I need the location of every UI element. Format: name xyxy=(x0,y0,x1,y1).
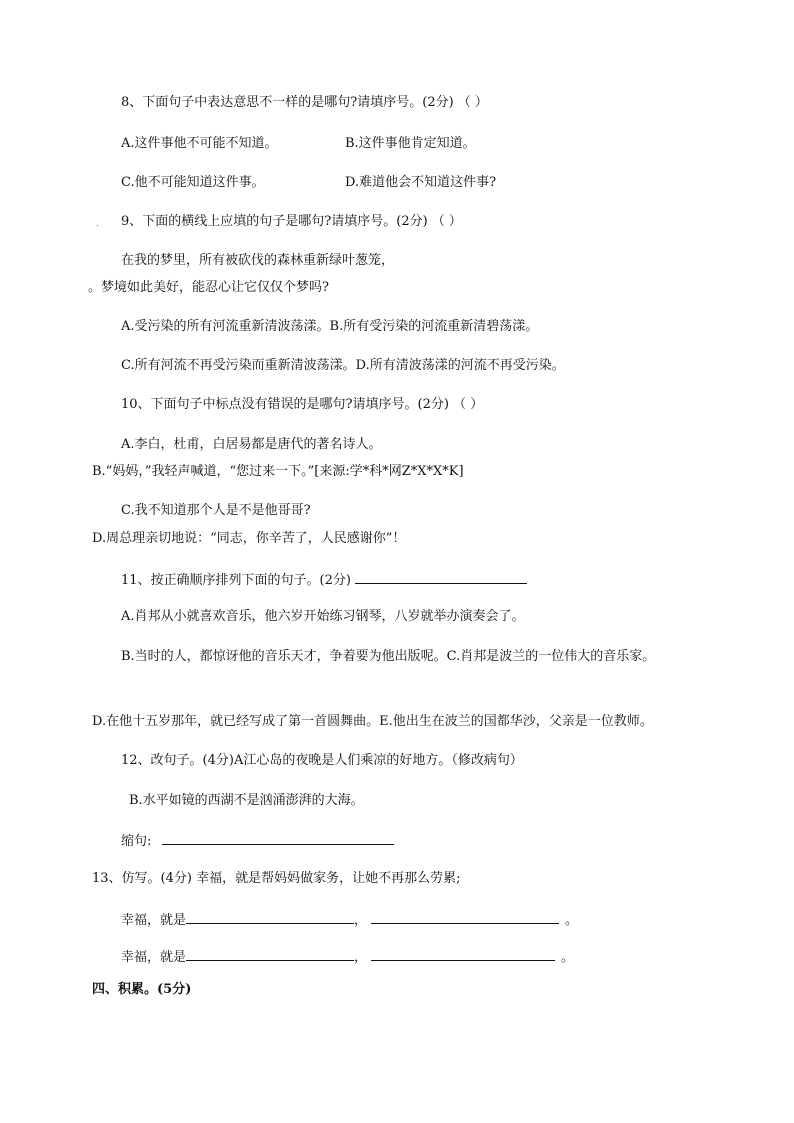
q13-line-1-blank-2[interactable] xyxy=(371,909,559,924)
q11-answer-blank[interactable] xyxy=(355,569,527,584)
q13-line-2-comma: ， xyxy=(354,950,368,965)
q12-shrink-line xyxy=(121,830,394,851)
section-4-heading: 四、积累。(5分) xyxy=(92,982,192,997)
q11-stem: 11、按正确顺序排列下面的句子。(2分) xyxy=(121,573,351,588)
q11-sentences-de: D.在他十五岁那年，就已经写成了第一首圆舞曲。E.他出生在波兰的国都华沙，父亲是一位教师。 xyxy=(92,714,653,729)
q10-option-a: A.李白，杜甫，白居易都是唐代的著名诗人。 xyxy=(121,437,382,452)
q8-stem: 8、下面句子中表达意思不一样的是哪句?请填序号。(2分) （ ） xyxy=(121,95,488,110)
q8-option-d: D.难道他会不知道这件事? xyxy=(345,175,497,190)
q13-line-2-prefix: 幸福，就是 xyxy=(121,950,187,965)
q13-line-2-blank-2[interactable] xyxy=(371,946,555,961)
q8-option-b: B.这件事他肯定知道。 xyxy=(345,136,476,151)
q11-stem-line xyxy=(121,569,527,590)
q13-line-1-comma: ， xyxy=(354,913,368,928)
q10-option-c: C.我不知道那个人是不是他哥哥? xyxy=(121,503,311,518)
q13-line-2 xyxy=(121,946,574,967)
q9-options-ab: A.受污染的所有河流重新清波荡漾。B.所有受污染的河流重新清碧荡漾。 xyxy=(121,319,539,334)
q13-line-1-prefix: 幸福，就是 xyxy=(121,913,187,928)
stray-marker: . xyxy=(96,218,100,229)
q12-shrink-label: 缩句: xyxy=(121,834,152,849)
q9-stem: 9、下面的横线上应填的句子是哪句?请填序号。(2分) （ ） xyxy=(121,214,462,229)
q13-line-1-blank-1[interactable] xyxy=(186,909,354,924)
q12-stem: 12、改句子。(4分)A江心岛的夜晚是人们乘凉的好地方。（修改病句） xyxy=(121,753,523,768)
q9-options-cd: C.所有河流不再受污染而重新清波荡漾。D.所有清波荡漾的河流不再受污染。 xyxy=(121,358,565,373)
q13-line-2-period: 。 xyxy=(561,950,575,965)
q9-passage-1: 在我的梦里，所有被砍伐的森林重新绿叶葱笼， xyxy=(121,253,395,268)
q8-option-a: A.这件事他不可能不知道。 xyxy=(121,136,278,151)
q12-shrink-blank[interactable] xyxy=(162,830,394,845)
q12-sentence-b: B.水平如镜的西湖不是汹涌澎湃的大海。 xyxy=(129,793,364,808)
q10-option-d: D.周总理亲切地说：“同志，你辛苦了，人民感谢你”！ xyxy=(92,531,406,546)
q13-line-1 xyxy=(121,909,578,930)
q8-option-c: C.他不可能知道这件事。 xyxy=(121,175,265,190)
q11-sentence-a: A.肖邦从小就喜欢音乐，他六岁开始练习钢琴，八岁就举办演奏会了。 xyxy=(121,609,525,624)
q13-stem: 13、仿写。(4分) 幸福，就是帮妈妈做家务，让她不再那么劳累; xyxy=(92,871,461,886)
q13-line-2-blank-1[interactable] xyxy=(186,946,354,961)
q9-passage-2: 。梦境如此美好，能忍心让它仅仅个梦吗? xyxy=(88,280,329,295)
q11-sentences-bc: B.当时的人，都惊讶他的音乐天才，争着要为他出版呢。C.肖邦是波兰的一位伟大的音乐家。 xyxy=(121,649,656,664)
q10-option-b: B.“妈妈，”我轻声喊道，“您过来一下。”[来源:学*科*网Z*X*X*K] xyxy=(92,464,464,479)
q13-line-1-period: 。 xyxy=(565,913,579,928)
q10-stem: 10、下面句子中标点没有错误的是哪句?请填序号。(2分) （ ） xyxy=(121,397,484,412)
